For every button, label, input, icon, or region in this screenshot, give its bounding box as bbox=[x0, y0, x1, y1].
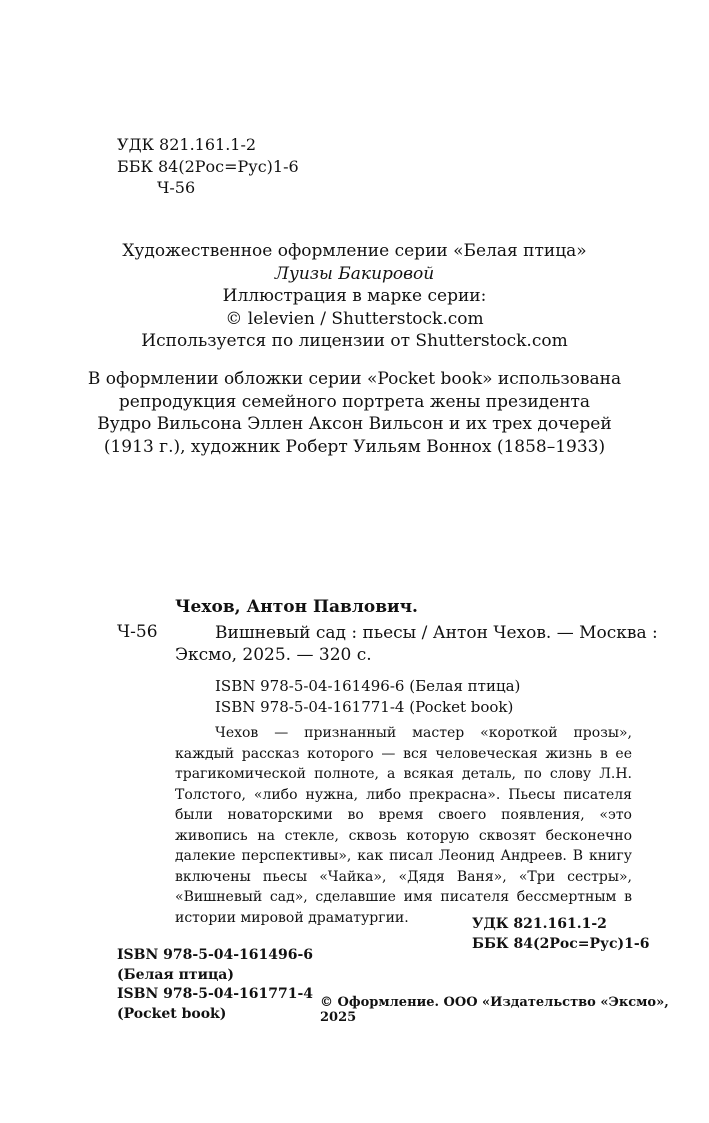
design-line-3: Иллюстрация в марке серии: bbox=[222, 286, 487, 306]
design-credits bbox=[0, 240, 709, 353]
isbn-line-1: ISBN 978-5-04-161496-6 (Белая птица) bbox=[215, 677, 521, 695]
bib-isbns bbox=[215, 676, 520, 718]
footer-isbn-1: ISBN 978-5-04-161496-6 bbox=[117, 947, 314, 963]
bib-author: Чехов, Антон Павлович. bbox=[175, 597, 418, 617]
footer-isbn-2: ISBN 978-5-04-161771-4 bbox=[117, 986, 314, 1002]
cover-line-3: Вудро Вильсона Эллен Аксон Вильсон и их трех дочерей bbox=[97, 414, 612, 434]
footer-bbk: ББК 84(2Рос=Рус)1-6 bbox=[472, 936, 650, 952]
udk-code: УДК 821.161.1-2 bbox=[117, 135, 257, 154]
bib-description bbox=[175, 622, 658, 666]
footer-isbns bbox=[117, 946, 313, 1024]
design-line-5: Используется по лицензии от Shutterstock.com bbox=[141, 331, 568, 351]
cover-credits bbox=[0, 368, 709, 458]
bib-line-2: Эксмо, 2025. — 320 с. bbox=[175, 645, 372, 665]
annotation: Чехов — признанный мастер «короткой прозы», каждый рассказ которого — вся человеческая жизнь в ее трагикомической полноте, а всякая деталь, по слову Л.Н. Толстого, «либо нужна, либо прекрасна». Пьесы писателя были новаторскими во время своего появления, «это живопись на стекле, сквозь которую сквозят бесконечно далекие перспективы», как писал Леонид Андреев. В книгу включены пьесы «Чайка», «Дядя Ваня», «Три сестры», «Вишневый сад», сделавшие имя писателя бессмертным в истории мировой драматургии. bbox=[175, 725, 632, 926]
cover-line-4: (1913 г.), художник Роберт Уильям Воннох (1858–1933) bbox=[103, 436, 606, 457]
designer-name: Луизы Бакировой bbox=[274, 263, 435, 284]
design-line-1: Художественное оформление серии «Белая птица» bbox=[122, 241, 587, 261]
author-mark: Ч-56 bbox=[157, 178, 196, 197]
footer-series-1: (Белая птица) bbox=[117, 966, 234, 983]
cover-line-1: В оформлении обложки серии «Pocket book» использована bbox=[87, 369, 622, 389]
copyright: © Оформление. ООО «Издательство «Эксмо», 2025 bbox=[320, 995, 669, 1025]
footer-codes bbox=[472, 914, 649, 954]
bib-author-mark: Ч-56 bbox=[117, 622, 158, 642]
isbn-line-2: ISBN 978-5-04-161771-4 (Pocket book) bbox=[215, 698, 514, 716]
footer-series-2: (Pocket book) bbox=[117, 1005, 227, 1022]
cover-line-2: репродукция семейного портрета жены президента bbox=[118, 391, 591, 412]
bib-line-1: Вишневый сад : пьесы / Антон Чехов. — Москва : bbox=[215, 623, 658, 643]
bbk-code: ББК 84(2Рос=Рус)1-6 bbox=[117, 156, 299, 176]
footer-udk: УДК 821.161.1-2 bbox=[472, 916, 607, 932]
classification-codes bbox=[117, 134, 299, 199]
design-line-4: © lelevien / Shutterstock.com bbox=[225, 308, 484, 329]
